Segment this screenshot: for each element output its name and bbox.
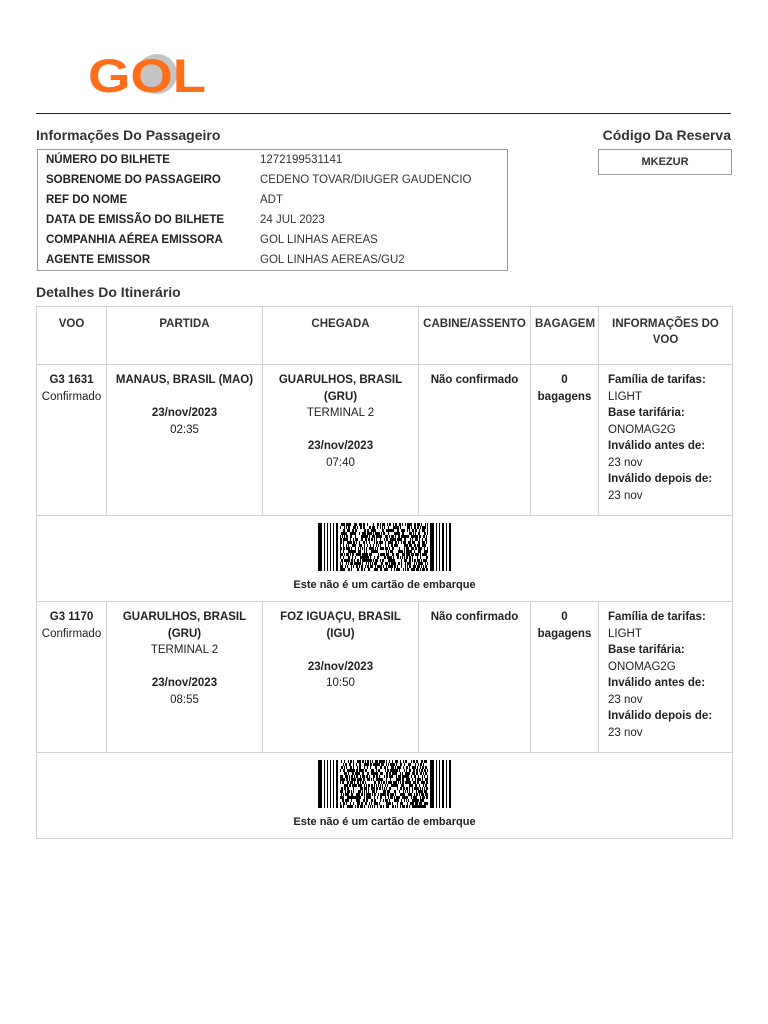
reservation-code: MKEZUR (598, 149, 732, 175)
column-header-departure: PARTIDA (107, 307, 263, 365)
issue-date-label: DATA DE EMISSÃO DO BILHETE (46, 214, 225, 226)
issuing-agent-value: GOL LINHAS AEREAS/GU2 (260, 254, 405, 266)
flight-number: G3 1631 (49, 374, 94, 386)
barcode-row (37, 753, 733, 839)
column-header-flight: VOO (37, 307, 107, 365)
not-valid-after-value: 23 nov (608, 489, 643, 502)
name-ref-value: ADT (260, 194, 283, 206)
flight-status: Confirmado (41, 390, 102, 403)
header-divider (36, 113, 731, 114)
cabin-seat-cell (419, 365, 531, 516)
itinerary-header-row (37, 307, 733, 365)
arrival-terminal: TERMINAL 2 (306, 407, 375, 419)
ticket-number-label: NÚMERO DO BILHETE (46, 154, 170, 166)
barcode-image (318, 760, 452, 808)
not-valid-before-label: Inválido antes de: (608, 677, 706, 689)
passenger-info-title: Informações Do Passageiro (36, 127, 221, 143)
fare-basis-value: ONOMAG2G (608, 423, 676, 436)
issuing-airline-label: COMPANHIA AÉREA EMISSORA (46, 234, 223, 246)
departure-terminal: TERMINAL 2 (150, 644, 219, 656)
flight-status: Confirmado (41, 627, 102, 640)
arrival-date: 23/nov/2023 (307, 440, 374, 452)
baggage-unit: bagagens (537, 627, 592, 640)
flight-row (37, 365, 733, 516)
arrival-date: 23/nov/2023 (307, 660, 374, 673)
table-row (38, 210, 508, 230)
logo-text: GOL (88, 49, 206, 98)
flight-row (37, 602, 733, 753)
fare-basis-value: ONOMAG2G (608, 660, 676, 673)
fare-family-value: LIGHT (608, 390, 642, 403)
table-row (38, 190, 508, 210)
barcode-cell (37, 753, 733, 839)
barcode-image (318, 523, 452, 571)
table-row (38, 230, 508, 250)
itinerary-table (36, 306, 733, 839)
issue-date-value: 24 JUL 2023 (260, 214, 325, 226)
departure-date: 23/nov/2023 (151, 407, 218, 419)
passenger-info-table (37, 149, 508, 271)
not-boarding-pass-note: Este não é um cartão de embarque (293, 816, 476, 828)
cabin-seat-value: Não confirmado (430, 374, 519, 386)
column-header-cabin-seat: CABINE/ASSENTO (419, 307, 531, 365)
flight-cell (37, 365, 107, 516)
baggage-count: 0 (561, 374, 568, 386)
reservation-code-title: Código Da Reserva (602, 127, 731, 143)
flight-info-cell (599, 602, 733, 753)
barcode-row (37, 516, 733, 602)
fare-basis-label: Base tarifária: (608, 644, 685, 656)
gol-logo (88, 48, 210, 98)
not-boarding-pass-note: Este não é um cartão de embarque (293, 579, 476, 591)
departure-place: GUARULHOS, BRASIL (GRU) (122, 611, 247, 640)
barcode-cell (37, 516, 733, 602)
cabin-seat-value: Não confirmado (430, 611, 519, 623)
column-header-baggage: BAGAGEM (531, 307, 599, 365)
fare-family-label: Família de tarifas: (608, 374, 706, 386)
flight-number: G3 1170 (49, 611, 94, 623)
departure-cell (107, 365, 263, 516)
not-valid-before-value: 23 nov (608, 456, 643, 469)
baggage-cell (531, 602, 599, 753)
column-header-arrival: CHEGADA (263, 307, 419, 365)
arrival-cell (263, 602, 419, 753)
ticket-number-value: 1272199531141 (260, 154, 343, 166)
arrival-time: 10:50 (326, 677, 355, 689)
arrival-place: GUARULHOS, BRASIL (GRU) (278, 374, 403, 403)
fare-family-value: LIGHT (608, 627, 642, 640)
baggage-unit: bagagens (537, 390, 592, 403)
departure-date: 23/nov/2023 (151, 677, 218, 689)
issuing-agent-label: AGENTE EMISSOR (46, 254, 151, 266)
table-row (38, 170, 508, 190)
arrival-place: FOZ IGUAÇU, BRASIL (IGU) (280, 611, 401, 640)
departure-time: 08:55 (170, 693, 199, 706)
not-valid-after-value: 23 nov (608, 726, 643, 739)
baggage-count: 0 (561, 611, 568, 623)
flight-info-cell (599, 365, 733, 516)
departure-place: MANAUS, BRASIL (MAO) (115, 374, 254, 386)
surname-value: CEDENO TOVAR/DIUGER GAUDENCIO (260, 174, 472, 186)
baggage-cell (531, 365, 599, 516)
fare-family-label: Família de tarifas: (608, 611, 706, 623)
not-valid-after-label: Inválido depois de: (608, 710, 713, 722)
not-valid-before-value: 23 nov (608, 693, 643, 706)
flight-cell (37, 602, 107, 753)
arrival-cell (263, 365, 419, 516)
fare-basis-label: Base tarifária: (608, 407, 685, 419)
name-ref-label: REF DO NOME (46, 194, 128, 206)
departure-cell (107, 602, 263, 753)
table-row (38, 150, 508, 171)
surname-label: SOBRENOME DO PASSAGEIRO (46, 174, 221, 186)
not-valid-after-label: Inválido depois de: (608, 473, 713, 485)
issuing-airline-value: GOL LINHAS AEREAS (260, 234, 378, 246)
table-row (38, 250, 508, 271)
arrival-time: 07:40 (326, 456, 355, 469)
cabin-seat-cell (419, 602, 531, 753)
not-valid-before-label: Inválido antes de: (608, 440, 706, 452)
column-header-flight-info: INFORMAÇÕES DO VOO (599, 307, 733, 365)
itinerary-title: Detalhes Do Itinerário (36, 284, 181, 300)
departure-time: 02:35 (170, 423, 199, 436)
